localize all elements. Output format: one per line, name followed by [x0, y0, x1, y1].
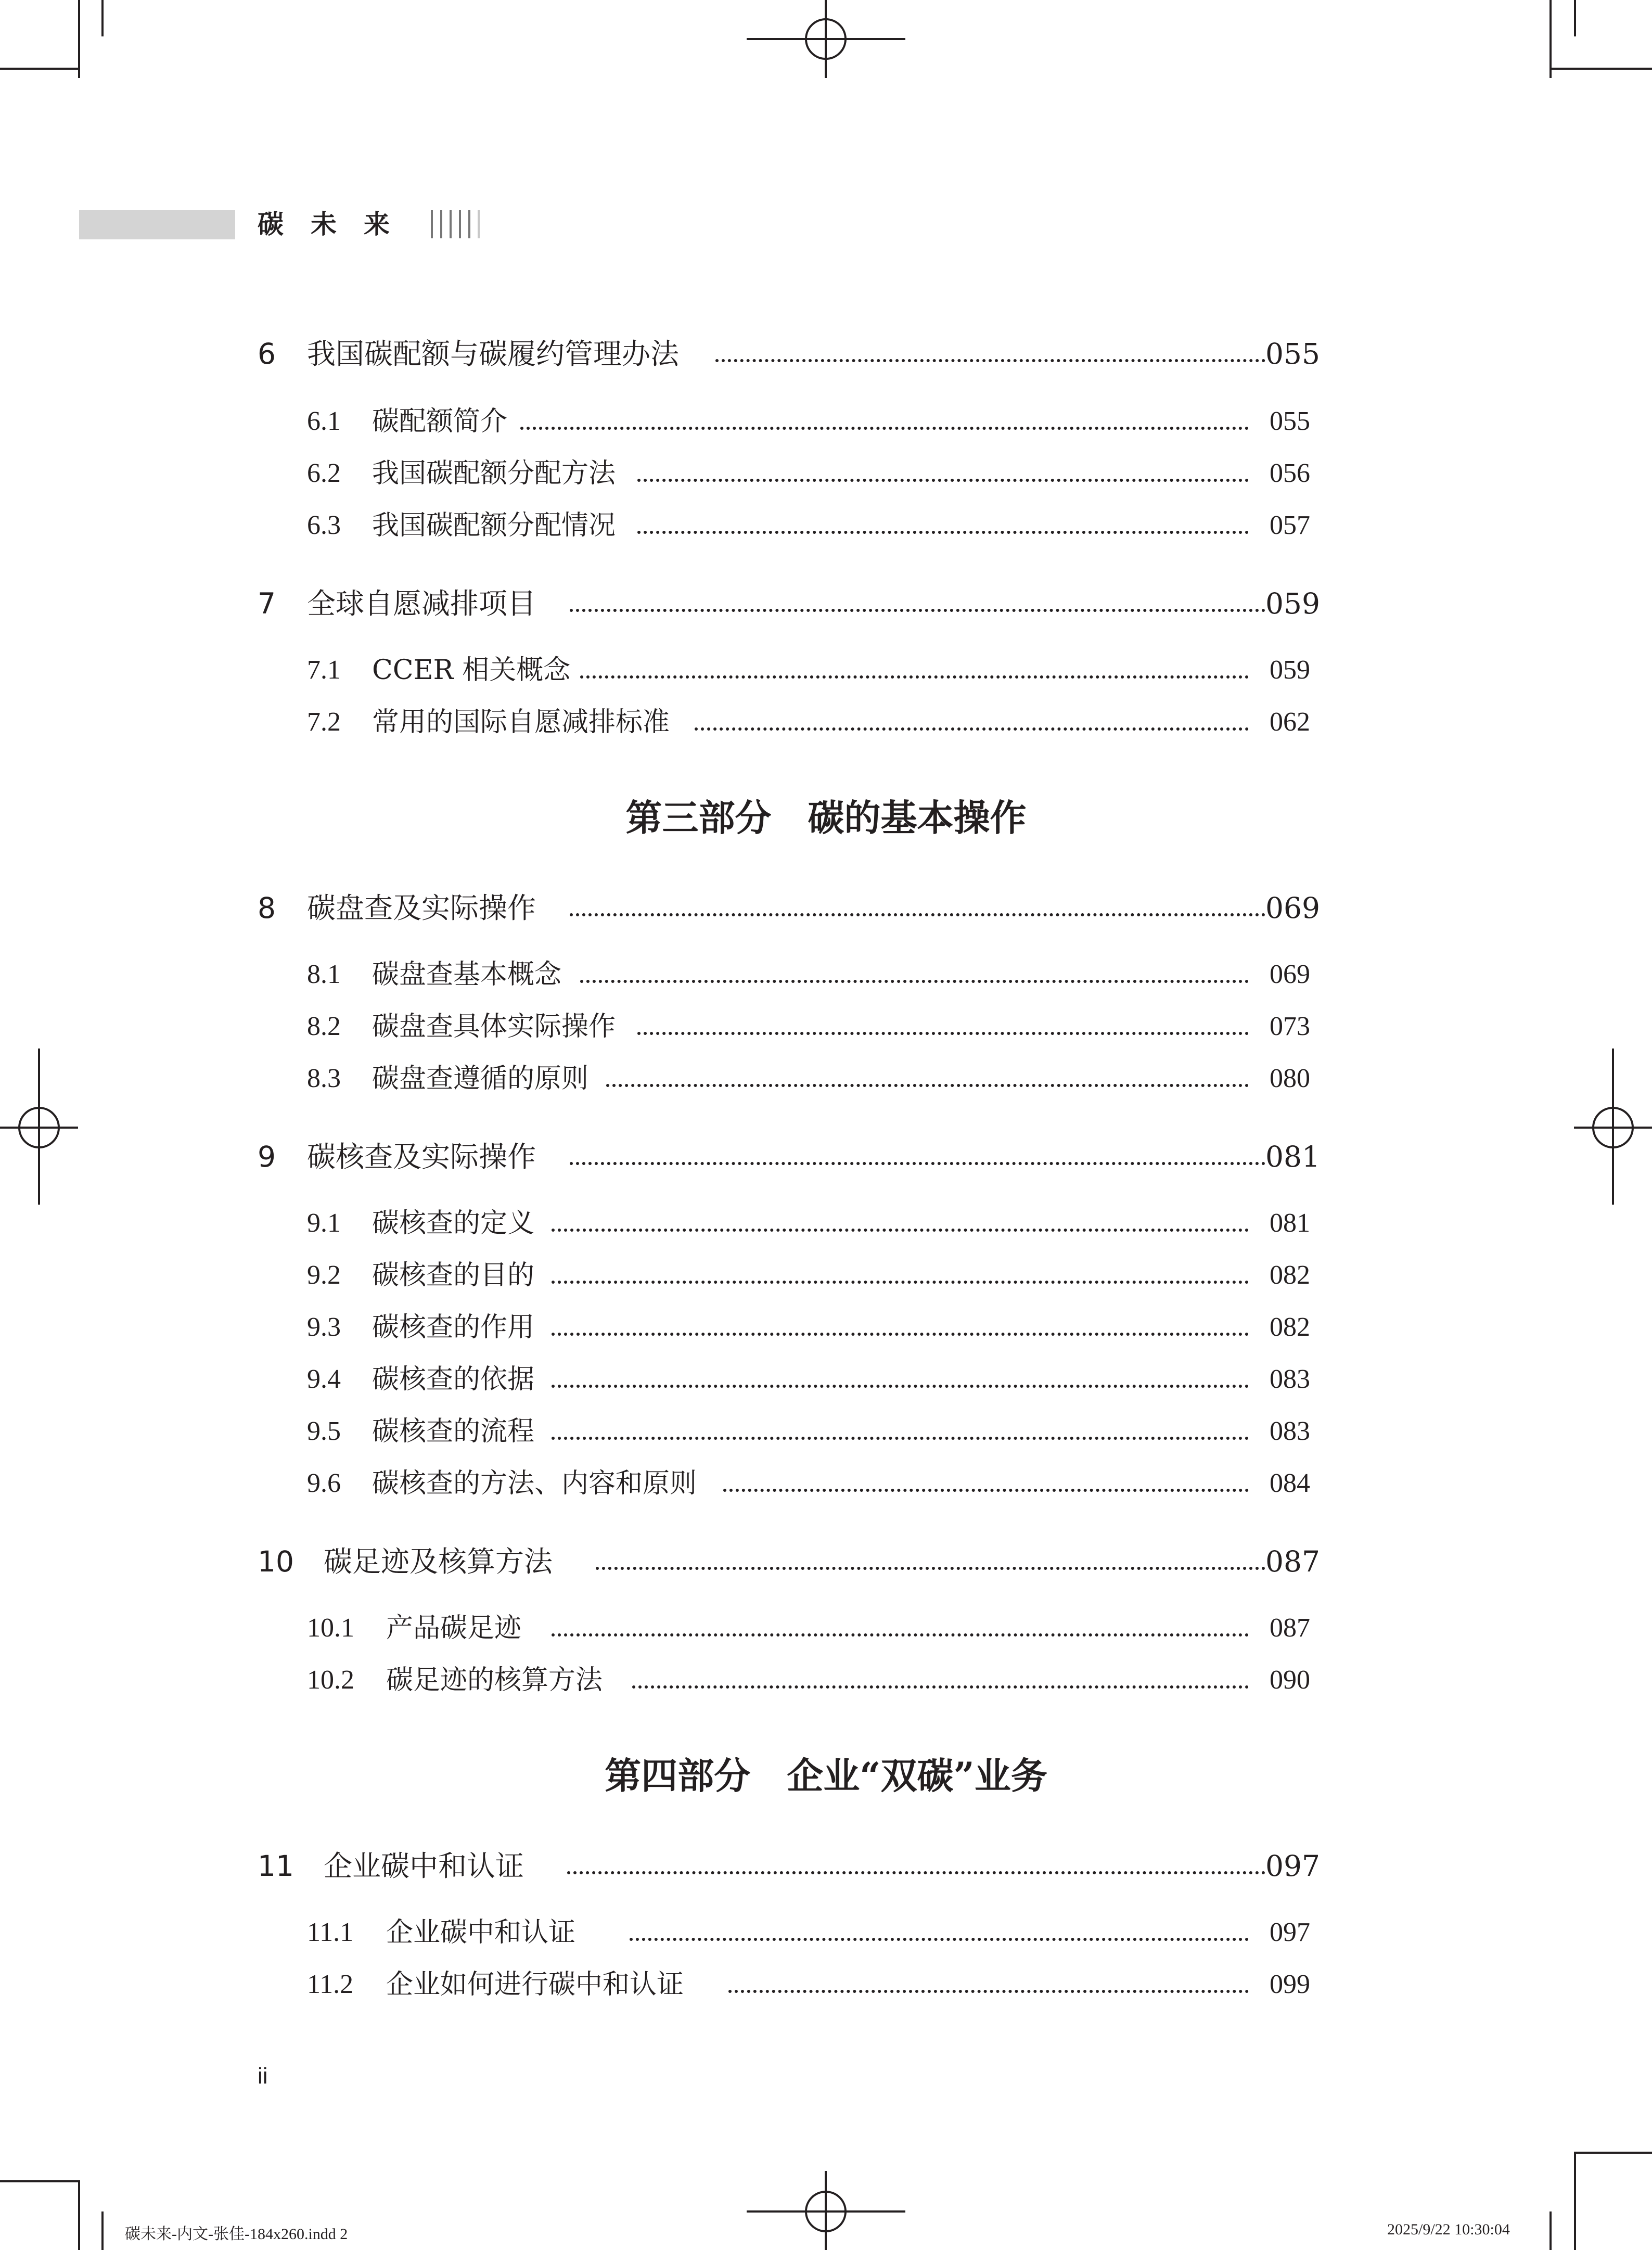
dot-leader — [606, 1084, 1249, 1087]
section-title: 碳盘查遵循的原则 — [372, 1063, 589, 1094]
page-ref: 082 — [1270, 1312, 1310, 1342]
page-ref: 083 — [1270, 1364, 1310, 1394]
footer-file-name: 碳未来-内文-张佳-184x260.indd 2 — [125, 2226, 348, 2243]
section-number: 9.1 — [307, 1208, 341, 1238]
page-ref: 056 — [1270, 458, 1310, 488]
section-title: 碳盘查具体实际操作 — [372, 1011, 616, 1042]
toc-section[interactable] — [0, 1203, 1652, 1244]
section-title: 碳足迹的核算方法 — [386, 1665, 603, 1696]
section-number: 9.5 — [307, 1416, 341, 1446]
dot-leader — [552, 1229, 1249, 1232]
chapter-title: 碳足迹及核算方法 — [324, 1545, 553, 1578]
toc-section[interactable] — [0, 453, 1652, 494]
toc-section[interactable] — [0, 1659, 1652, 1701]
page-number: ii — [258, 2063, 268, 2089]
toc-section[interactable] — [0, 1607, 1652, 1649]
running-header-title: 碳未来 — [258, 209, 417, 239]
header-bar — [79, 210, 235, 239]
dot-leader — [637, 1032, 1249, 1035]
toc-section[interactable] — [0, 1006, 1652, 1047]
chapter-number: 9 — [258, 1140, 276, 1173]
dot-leader — [520, 427, 1249, 430]
dot-leader — [695, 727, 1249, 731]
section-title: 企业如何进行碳中和认证 — [386, 1969, 684, 2000]
section-title: 碳配额简介 — [372, 406, 508, 437]
toc-section[interactable] — [0, 1255, 1652, 1296]
page-ref: 083 — [1270, 1416, 1310, 1446]
toc-section[interactable] — [0, 701, 1652, 743]
toc-section[interactable] — [0, 1359, 1652, 1400]
dot-leader — [632, 1685, 1249, 1689]
page-ref: 059 — [1270, 655, 1310, 685]
chapter-number: 8 — [258, 891, 276, 925]
toc-section[interactable] — [0, 1307, 1652, 1348]
dot-leader — [570, 609, 1265, 612]
section-title: 碳核查的作用 — [372, 1312, 535, 1343]
dot-leader — [728, 1990, 1249, 1993]
toc-chapter[interactable] — [0, 1845, 1652, 1887]
page-ref: 081 — [1265, 1140, 1320, 1173]
section-title: 产品碳足迹 — [386, 1613, 522, 1644]
toc-chapter[interactable] — [0, 887, 1652, 929]
section-number: 11.1 — [307, 1917, 354, 1947]
dot-leader — [570, 913, 1265, 916]
part-heading: 第四部分 企业“双碳”业务 — [605, 1754, 1047, 1797]
section-title: 常用的国际自愿减排标准 — [372, 707, 670, 738]
page-ref: 090 — [1270, 1665, 1310, 1695]
page-ref: 087 — [1265, 1545, 1320, 1578]
chapter-number: 11 — [258, 1849, 294, 1883]
chapter-title: 我国碳配额与碳履约管理办法 — [307, 337, 680, 370]
section-number: 10.2 — [307, 1665, 354, 1695]
chapter-title: 碳核查及实际操作 — [307, 1140, 536, 1173]
section-title: 企业碳中和认证 — [386, 1917, 576, 1948]
page-ref: 084 — [1270, 1468, 1310, 1498]
chapter-title: 碳盘查及实际操作 — [307, 891, 536, 925]
section-number: 8.1 — [307, 960, 341, 989]
chapter-number: 10 — [258, 1545, 294, 1578]
toc-section[interactable] — [0, 954, 1652, 995]
toc-chapter[interactable] — [0, 1136, 1652, 1178]
dot-leader — [637, 531, 1249, 534]
section-number: 8.2 — [307, 1012, 341, 1041]
page-ref: 057 — [1270, 510, 1310, 540]
section-number: 9.6 — [307, 1468, 341, 1498]
dot-leader — [552, 1385, 1249, 1388]
chapter-title: 全球自愿减排项目 — [307, 587, 536, 620]
page-ref: 097 — [1265, 1849, 1320, 1883]
section-number: 6.1 — [307, 406, 341, 436]
toc-chapter[interactable] — [0, 1541, 1652, 1582]
page-ref: 069 — [1265, 891, 1320, 925]
page-ref: 062 — [1270, 707, 1310, 737]
section-number: 6.3 — [307, 510, 341, 540]
section-number: 7.2 — [307, 707, 341, 737]
section-number: 8.3 — [307, 1064, 341, 1093]
dot-leader — [552, 1281, 1249, 1284]
dot-leader — [570, 1162, 1265, 1165]
section-title: 碳核查的方法、内容和原则 — [372, 1468, 697, 1499]
section-title: 碳核查的依据 — [372, 1364, 535, 1395]
chapter-number: 7 — [258, 587, 276, 620]
toc-section[interactable] — [0, 1411, 1652, 1452]
section-title: 碳盘查基本概念 — [372, 959, 562, 990]
dot-leader — [567, 1871, 1265, 1874]
section-number: 11.2 — [307, 1970, 354, 1999]
toc-section[interactable] — [0, 1912, 1652, 1953]
dot-leader — [552, 1437, 1249, 1440]
section-title: 碳核查的流程 — [372, 1416, 535, 1447]
toc-chapter[interactable] — [0, 583, 1652, 624]
page-ref: 055 — [1265, 337, 1320, 370]
dot-leader — [723, 1489, 1249, 1492]
dot-leader — [580, 980, 1249, 983]
toc-chapter[interactable] — [0, 333, 1652, 375]
page-ref: 099 — [1270, 1970, 1310, 1999]
toc-section[interactable] — [0, 649, 1652, 691]
section-title: 碳核查的目的 — [372, 1260, 535, 1291]
page-ref: 097 — [1270, 1917, 1310, 1947]
dot-leader — [715, 359, 1265, 362]
toc-section[interactable] — [0, 1463, 1652, 1504]
page-ref: 055 — [1270, 406, 1310, 436]
section-number: 10.1 — [307, 1613, 354, 1643]
dot-leader — [552, 1333, 1249, 1336]
page-ref: 082 — [1270, 1260, 1310, 1290]
toc-section[interactable] — [0, 1964, 1652, 2005]
page-ref: 087 — [1270, 1613, 1310, 1643]
section-title: 碳核查的定义 — [372, 1208, 535, 1239]
toc-section[interactable] — [0, 401, 1652, 442]
part-heading: 第三部分 碳的基本操作 — [625, 796, 1027, 839]
chapter-title: 企业碳中和认证 — [324, 1849, 524, 1883]
chapter-number: 6 — [258, 337, 276, 370]
page-ref: 080 — [1270, 1064, 1310, 1093]
dot-leader — [637, 479, 1249, 482]
section-number: 9.3 — [307, 1312, 341, 1342]
page-ref: 059 — [1265, 587, 1320, 620]
section-number: 9.2 — [307, 1260, 341, 1290]
dot-leader — [580, 675, 1249, 679]
dot-leader — [596, 1567, 1265, 1570]
section-number: 6.2 — [307, 458, 341, 488]
dot-leader — [630, 1938, 1249, 1941]
section-number: 9.4 — [307, 1364, 341, 1394]
section-title: CCER 相关概念 — [372, 655, 571, 686]
page-ref: 081 — [1270, 1208, 1310, 1238]
footer-timestamp: 2025/9/22 10:30:04 — [1387, 2221, 1510, 2238]
toc-section[interactable] — [0, 1058, 1652, 1100]
page-ref: 073 — [1270, 1012, 1310, 1041]
section-title: 我国碳配额分配情况 — [372, 510, 616, 541]
dot-leader — [552, 1633, 1249, 1637]
toc-section[interactable] — [0, 505, 1652, 546]
section-number: 7.1 — [307, 655, 341, 685]
page-ref: 069 — [1270, 960, 1310, 989]
section-title: 我国碳配额分配方法 — [372, 458, 616, 489]
